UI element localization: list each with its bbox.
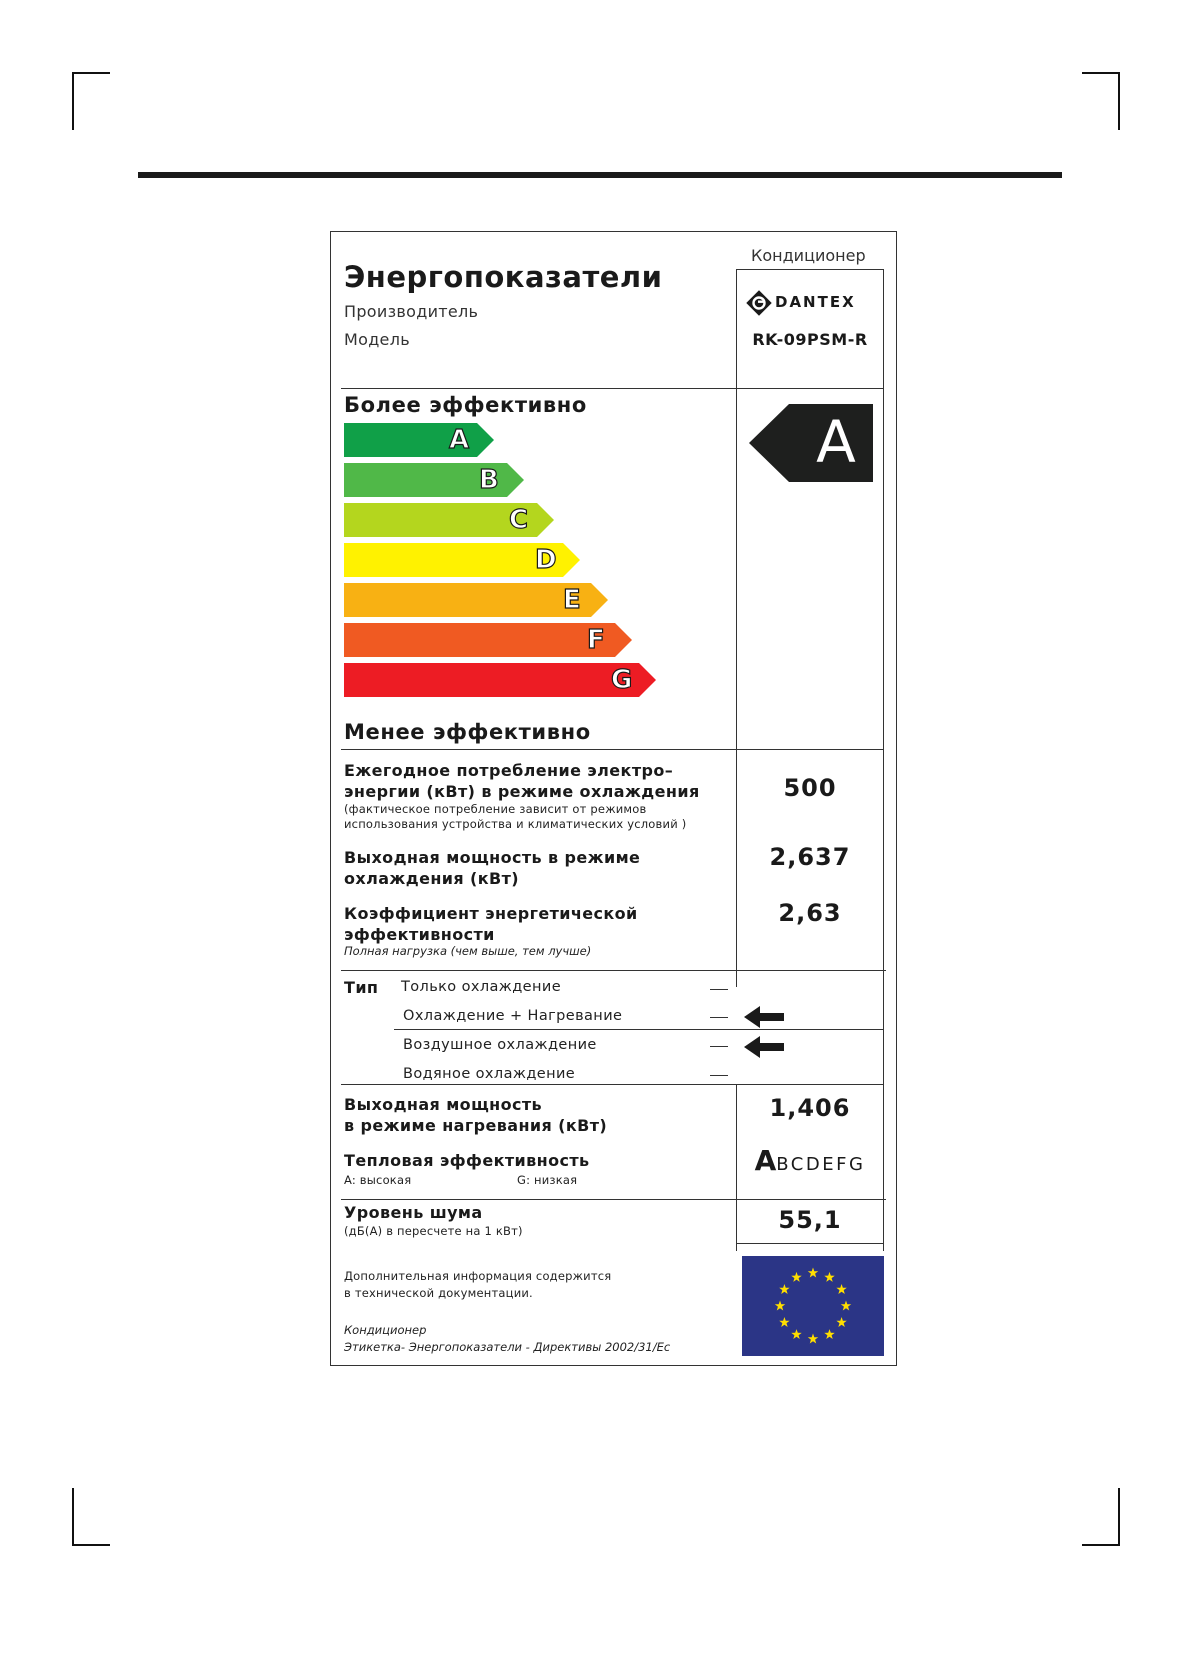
separator-heating: [341, 1199, 886, 1200]
more-efficient-label: Более эффективно: [344, 393, 587, 417]
cooling-output-label: Выходная мощность в режиме охлаждения (кВт): [344, 848, 641, 888]
type-dash: [710, 1046, 728, 1047]
type-option-water-cooling: Водяное охлаждение: [403, 1066, 576, 1082]
efficiency-bar-letter: F: [587, 625, 605, 655]
efficiency-bar-b: [344, 463, 524, 497]
eer-value: 2,63: [778, 899, 842, 927]
eu-flag-icon: [742, 1256, 884, 1356]
separator-type-mid: [394, 1029, 884, 1030]
brand-name: DANTEX: [775, 293, 856, 311]
heating-efficiency-low: G: низкая: [517, 1173, 578, 1187]
separator-cooling: [341, 970, 886, 971]
eer-note: Полная нагрузка (чем выше, тем лучше): [344, 944, 592, 958]
efficiency-bar-g: [344, 663, 656, 697]
rating-letter: A: [816, 408, 856, 476]
page-title: Энергопоказатели: [344, 260, 663, 294]
efficiency-bar-a: [344, 423, 494, 457]
heating-efficiency-other-classes: BCDEFG: [776, 1154, 866, 1175]
separator-scale: [341, 749, 884, 750]
box-top-line: [736, 269, 884, 270]
additional-info: Дополнительная информация содержится в технической документации.: [344, 1269, 612, 1300]
directive-text: Кондиционер Этикетка- Энергопоказатели - Директивы 2002/31/Ec: [344, 1323, 671, 1354]
header-rule: [138, 172, 1062, 178]
efficiency-bar-d: [344, 543, 580, 577]
heating-efficiency-scale: [736, 1144, 884, 1177]
noise-note: (дБ(А) в пересчете на 1 кВт): [344, 1224, 523, 1238]
annual-consumption-label: Ежегодное потребление электро– энергии (кВт) в режиме охлаждения: [344, 761, 700, 801]
crop-mark-tr-v: [1118, 72, 1120, 130]
heating-output-label: Выходная мощность в режиме нагревания (кВт): [344, 1095, 608, 1135]
heating-efficiency-class: A: [754, 1144, 777, 1177]
type-option-cooling-heating: Охлаждение + Нагревание: [403, 1008, 623, 1024]
type-option-cooling-only: Только охлаждение: [401, 979, 562, 995]
annual-consumption-value: 500: [783, 774, 837, 802]
manufacturer-label: Производитель: [344, 302, 479, 321]
info-column-top: [736, 269, 884, 987]
heating-output-value: 1,406: [769, 1094, 851, 1122]
type-option-air-cooling: Воздушное охлаждение: [403, 1037, 597, 1053]
heating-efficiency-label: Тепловая эффективность: [344, 1151, 590, 1170]
efficiency-bar-letter: A: [449, 425, 470, 455]
annual-consumption-note: (фактическое потребление зависит от режимов использования устройства и климатических условий ): [344, 802, 687, 831]
efficiency-bar-letter: C: [509, 505, 529, 535]
selected-arrow-icon: [744, 1036, 786, 1058]
separator-header: [341, 388, 884, 389]
efficiency-bar-letter: E: [563, 585, 581, 615]
efficiency-bar-letter: G: [611, 665, 633, 695]
device-type: Кондиционер: [751, 246, 866, 265]
crop-mark-tr-h: [1082, 72, 1120, 74]
crop-mark-bl-v: [72, 1488, 74, 1546]
brand-logo: [746, 288, 876, 318]
noise-value: 55,1: [778, 1206, 842, 1234]
type-dash: [710, 1075, 728, 1076]
dantex-logo-icon: [746, 290, 772, 316]
crop-mark-tl-h: [72, 72, 110, 74]
noise-label: Уровень шума: [344, 1203, 483, 1222]
separator-type: [341, 1084, 884, 1085]
less-efficient-label: Менее эффективно: [344, 720, 591, 744]
energy-label: [330, 231, 897, 1366]
model-label: Модель: [344, 330, 410, 349]
type-dash: [710, 1017, 728, 1018]
efficiency-bar-e: [344, 583, 608, 617]
crop-mark-br-v: [1118, 1488, 1120, 1546]
selected-arrow-icon: [744, 1006, 786, 1028]
crop-mark-tl-v: [72, 72, 74, 130]
crop-mark-br-h: [1082, 1544, 1120, 1546]
cooling-output-value: 2,637: [769, 843, 851, 871]
crop-mark-bl-h: [72, 1544, 110, 1546]
heating-efficiency-high: A: высокая: [344, 1173, 412, 1187]
efficiency-bar-letter: D: [535, 545, 557, 575]
efficiency-bar-letter: B: [479, 465, 499, 495]
efficiency-bar-c: [344, 503, 554, 537]
rating-badge: [749, 404, 873, 482]
eer-label: Коэффициент энергетической эффективности: [344, 904, 638, 944]
model-name: RK-09PSM-R: [752, 330, 868, 349]
efficiency-bar-f: [344, 623, 632, 657]
type-label: Тип: [344, 978, 379, 997]
type-dash: [710, 989, 728, 990]
